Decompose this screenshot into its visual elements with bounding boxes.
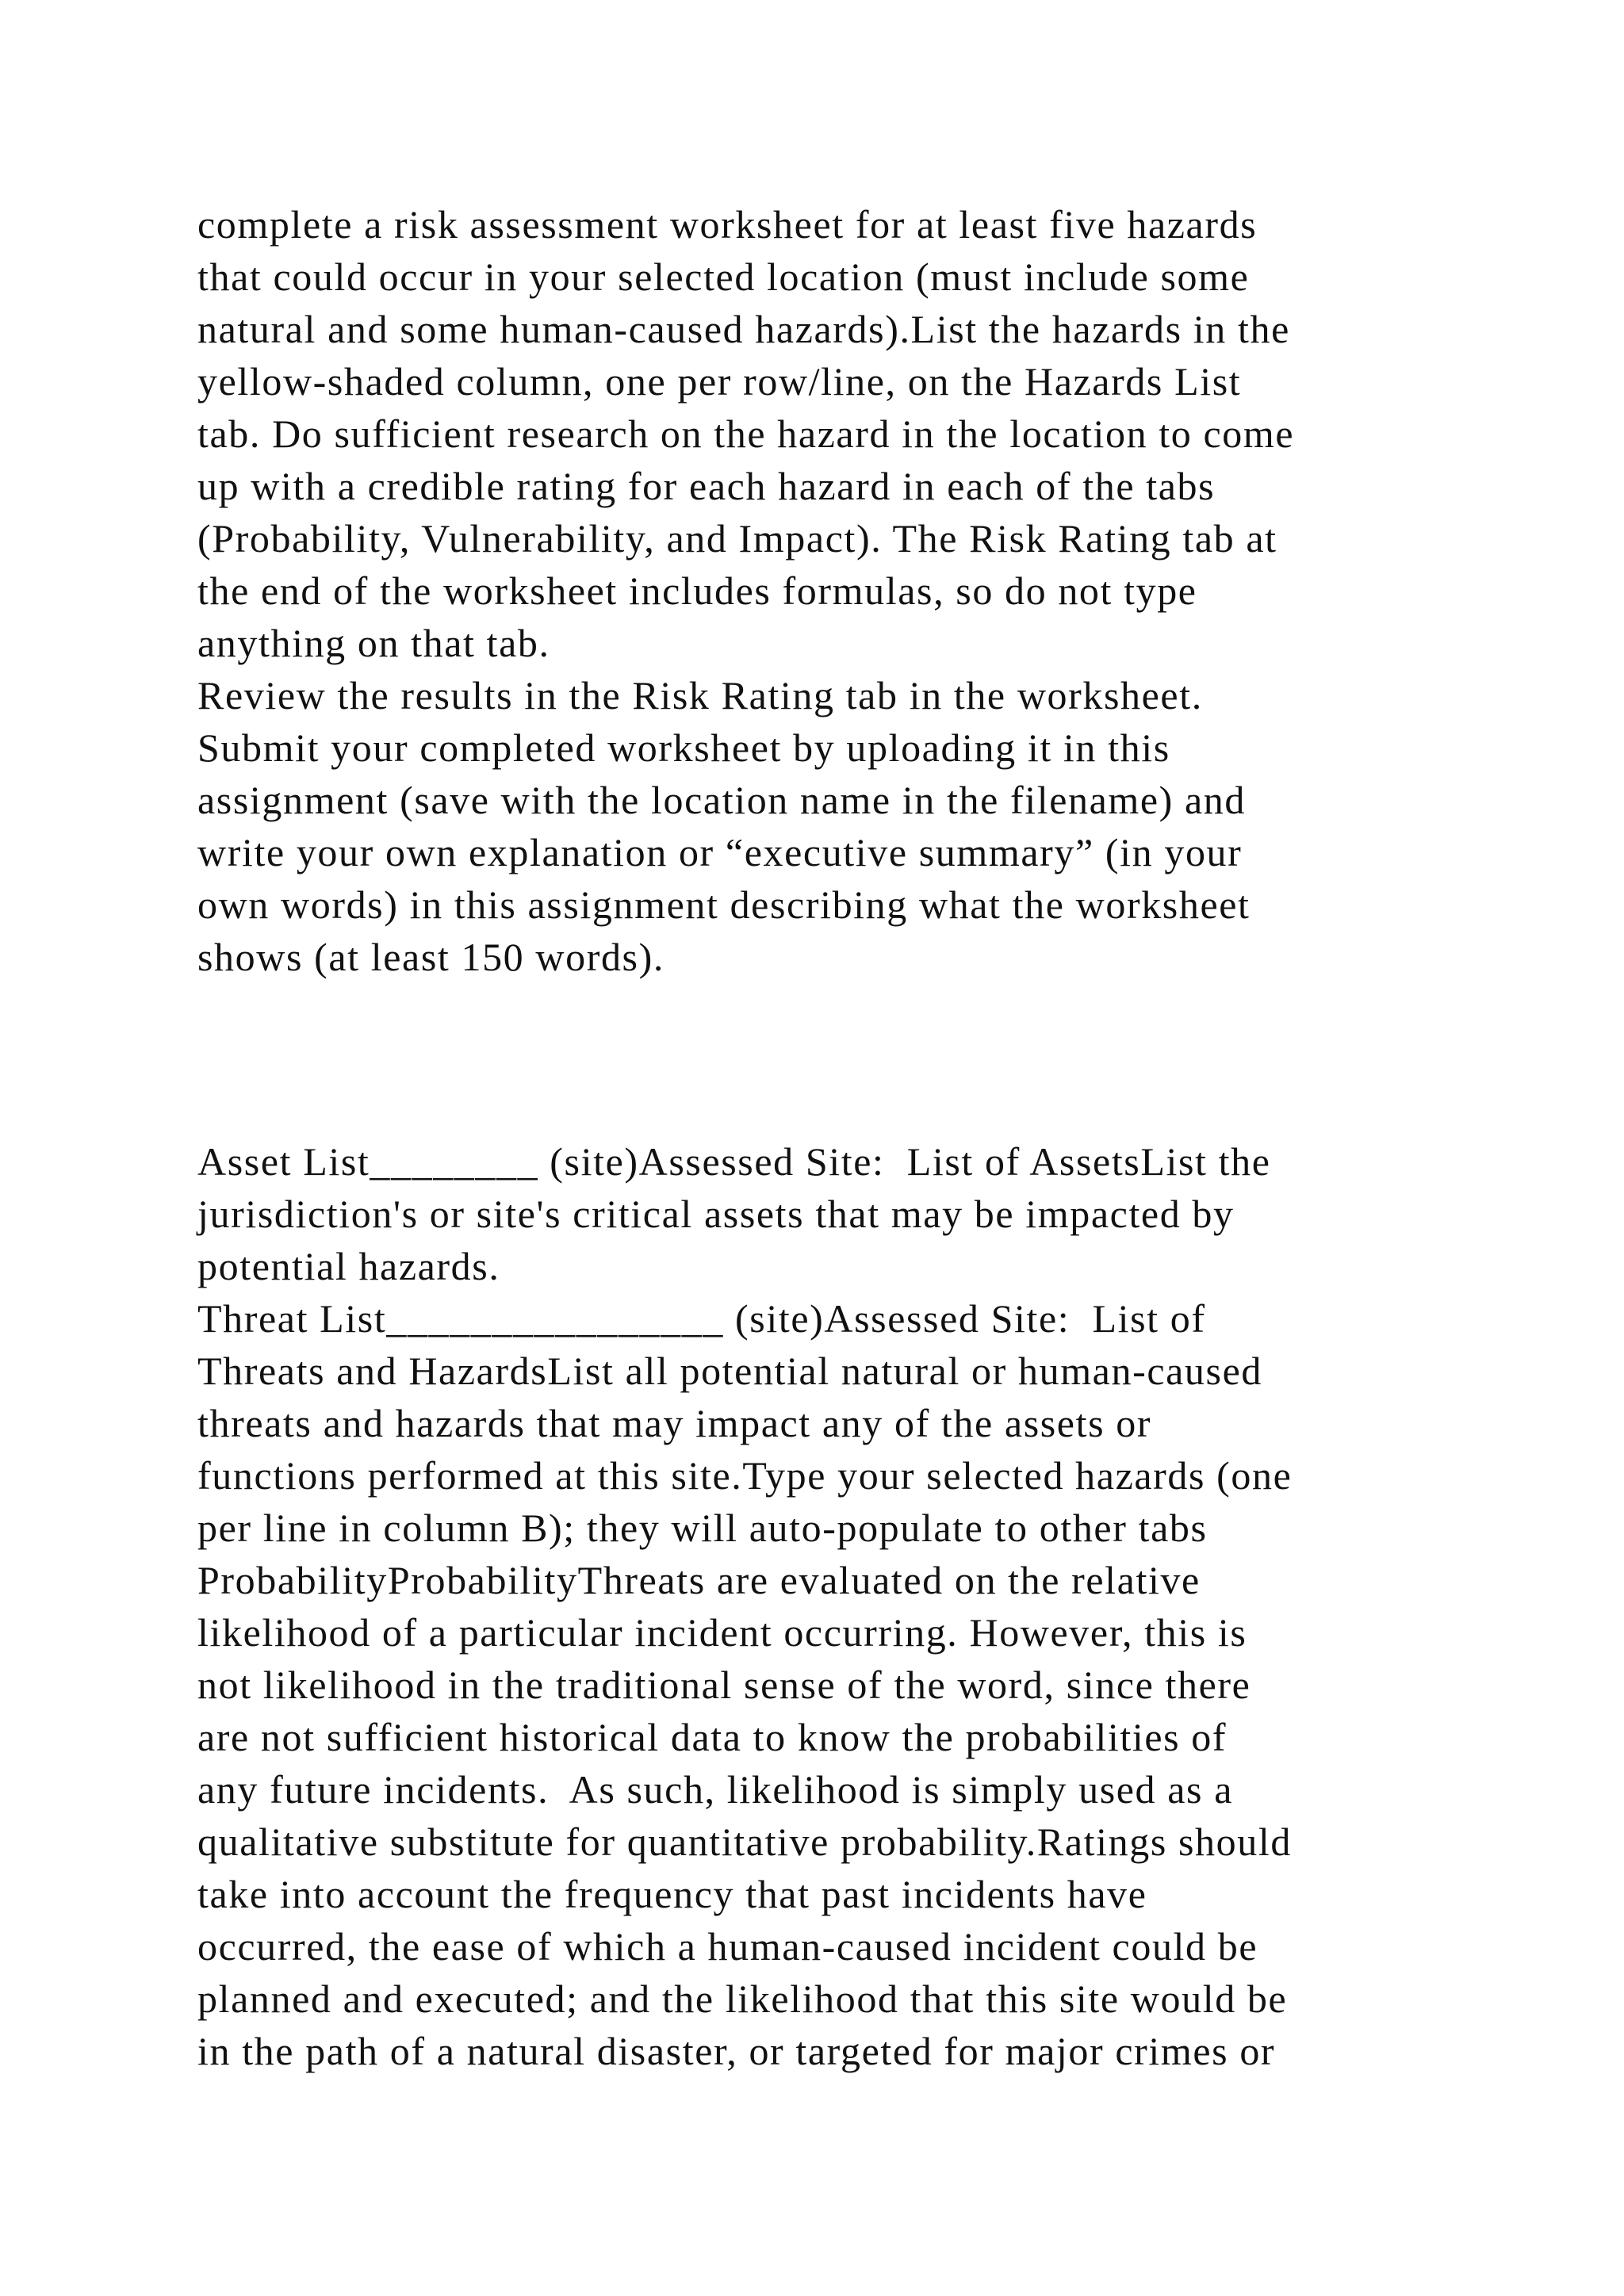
text-line: threats and hazards that may impact any of the assets or [197,1401,1152,1445]
text-line: that could occur in your selected location (must include some [197,254,1250,299]
text-line: complete a risk assessment worksheet for at least five hazards [197,202,1258,247]
text-line: any future incidents. As such, likelihood is simply used as a [197,1767,1233,1812]
text-line: Submit your completed worksheet by uploading it in this [197,725,1170,770]
text-line: Asset List________ (site)Assessed Site: List of AssetsList the [197,1139,1271,1184]
text-line: assignment (save with the location name in the filename) and [197,778,1247,822]
text-line: occurred, the ease of which a human-caused incident could be [197,1924,1258,1969]
text-line: up with a credible rating for each hazard in each of the tabs [197,464,1216,508]
text-line: (Probability, Vulnerability, and Impact). The Risk Rating tab at [197,516,1277,561]
instructions-paragraph [197,198,1498,983]
text-line: Review the results in the Risk Rating tab in the worksheet. [197,673,1203,718]
text-line: yellow-shaded column, one per row/line, on the Hazards List [197,359,1242,404]
text-line: jurisdiction's or site's critical assets that may be impacted by [197,1192,1235,1236]
text-line: write your own explanation or “executive summary” (in your [197,830,1243,874]
text-line: natural and some human-caused hazards).List the hazards in the [197,307,1290,351]
text-line: Threat List________________ (site)Assessed Site: List of [197,1296,1206,1341]
text-line: not likelihood in the traditional sense of the word, since there [197,1663,1251,1707]
text-line: are not sufficient historical data to know the probabilities of [197,1715,1228,1759]
text-line: the end of the worksheet includes formulas, so do not type [197,568,1197,613]
worksheet-description-paragraph [197,1135,1498,2077]
text-line: planned and executed; and the likelihood that this site would be [197,1976,1288,2021]
text-line: ProbabilityProbabilityThreats are evaluated on the relative [197,1558,1201,1602]
text-line: potential hazards. [197,1244,500,1288]
text-line: tab. Do sufficient research on the hazard in the location to come [197,411,1295,456]
text-line: per line in column B); they will auto-populate to other tabs [197,1506,1208,1550]
text-line: take into account the frequency that past incidents have [197,1872,1147,1916]
text-line: Threats and HazardsList all potential natural or human-caused [197,1349,1262,1393]
text-line: likelihood of a particular incident occurring. However, this is [197,1610,1247,1655]
text-line: shows (at least 150 words). [197,935,665,979]
text-line: anything on that tab. [197,621,550,665]
text-line: functions performed at this site.Type your selected hazards (one [197,1453,1293,1498]
text-line: qualitative substitute for quantitative probability.Ratings should [197,1820,1292,1864]
text-line: in the path of a natural disaster, or targeted for major crimes or [197,2029,1276,2073]
text-line: own words) in this assignment describing what the worksheet [197,882,1251,927]
